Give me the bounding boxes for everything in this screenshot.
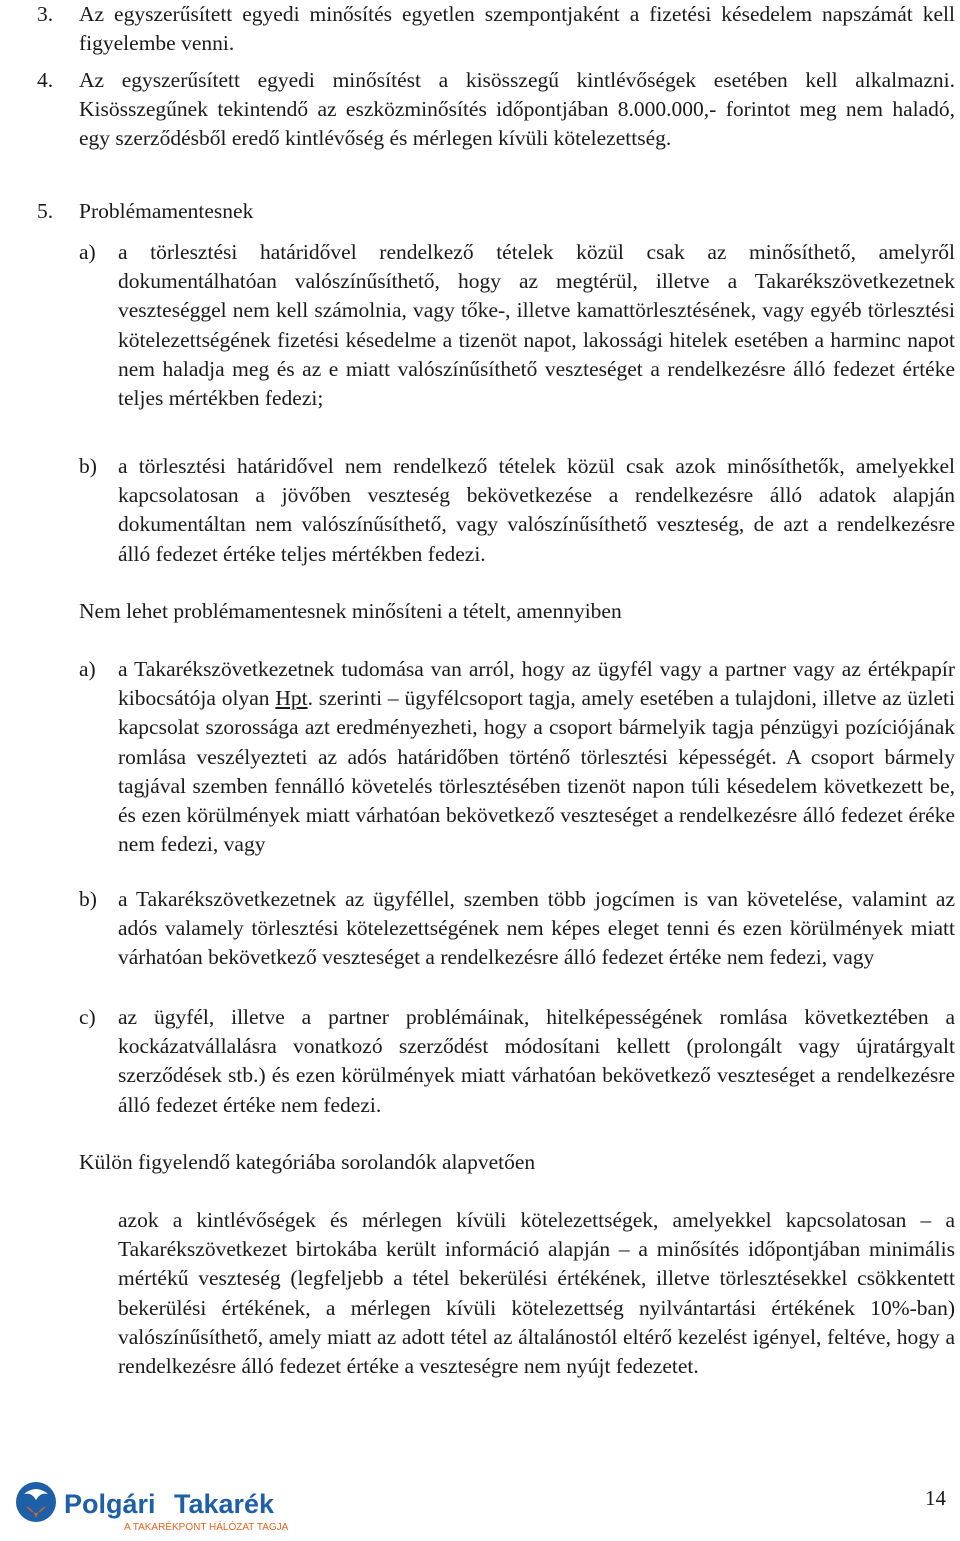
list-label: c): [79, 1005, 96, 1029]
hpt-link[interactable]: Hpt: [275, 686, 308, 711]
page-number: 14: [925, 1486, 946, 1510]
list-label: b): [79, 454, 97, 478]
watch-text: azok a kintlévőségek és mérlegen kívüli kötelezettségek, amelyekkel kapcsolatosan – a Takarékszövetkezet birtokába került információ alapján – a minősítés időpontjában minimális mértékű veszteség (legfeljebb a tétel bekerülési értékének, illetve törlesztésekkel csökkentett bekerülési értékének, a mérlegen kívüli kötelezettség nyilvántartási értékének 10%-ban) valószínűsíthető, amely miatt az adott tétel az általánostól eltérő kezelést igényel, feltéve, hogy a rendelkezésre álló fedezet értéke a veszteségre nem nyújt fedezetet.: [118, 1208, 955, 1379]
list-label: a): [79, 657, 96, 681]
item-number: 4.: [37, 68, 54, 92]
logo-tagline: A TAKARÉKPONT HÁLÓZAT TAGJA: [124, 1522, 289, 1533]
logo-name-part1: Polgári: [64, 1489, 156, 1519]
text-segment: . szerinti – ügyfélcsoport tagja, amely esetében a tulajdoni, illetve az üzleti kapcsolat szorossága azt eredményezheti, hogy a csoport bármelyik tagja pénzügyi pozíciójának romlása veszélyezteti az adós határidőben történő törlesztési képességét. A csoport bármely tagjával szemben fennálló követelés törlesztésében tizenöt napon túli késedelem következett be, és ezen körülmények miatt várhatóan bekövetkező veszteséget a rendelkezésre álló fedezet éréke nem fedezi, vagy: [118, 686, 955, 857]
item-4-text: Az egyszerűsített egyedi minősítést a kisösszegű kintlévőségek esetében kell alkalmazni. Kisösszegűnek tekintendő az eszközminősítés időpontjában 8.000.000,- forintot meg nem haladó, egy szerződésből eredő kintlévőség és mérlegen kívüli kötelezettség.: [79, 68, 955, 151]
problem-free-a-text: a törlesztési határidővel rendelkező tételek közül csak az minősíthető, amelyről dokumentálhatóan valószínűsíthető, hogy az megtérül, illetve a Takarékszövetkezetnek veszteséggel nem kell számolnia, vagy tőke-, illetve kamattörlesztésének, vagy egyéb törlesztési kötelezettségének fizetési késedelme a tizenöt napot, lakossági hitelek esetében a harminc napot nem haladja meg és az e miatt valószínűsíthető veszteséget a rendelkezésre álló fedezet értéke teljes mértékben fedezi;: [118, 240, 955, 411]
not-problem-free-b-text: a Takarékszövetkezetnek az ügyféllel, szemben több jogcímen is van követelése, valamint az adós valamely törlesztési kötelezettségének nem képes eleget tenni és ezen körülmények miatt várhatóan bekövetkező veszteséget a rendelkezésre álló fedezet értéke nem fedezi, vagy: [118, 887, 955, 970]
item-5-heading: Problémamentesnek: [79, 199, 254, 223]
logo-mark-icon: [12, 1480, 292, 1536]
not-problem-free-a-text: [118, 655, 955, 859]
list-label: b): [79, 887, 97, 911]
watch-heading: Külön figyelendő kategóriába sorolandók alapvetően: [79, 1150, 536, 1174]
item-number: 3.: [37, 2, 54, 26]
text-segment: a Takarékszövetkezetnek tudomása van arról, hogy az ügyfél vagy a partner vagy az értékpapír kibocsátója olyan: [118, 657, 955, 711]
polgari-takarek-logo: [12, 1480, 292, 1536]
not-problem-free-c-text: az ügyfél, illetve a partner problémáinak, hitelképességének romlása következtében a kockázatvállalásra vonatkozó szerződést módosítani kellett (prolongált vagy újratárgyalt szerződések stb.) és ezen körülmények miatt várhatóan bekövetkező veszteséget a rendelkezésre álló fedezet értéke nem fedezi.: [118, 1005, 955, 1117]
problem-free-b-text: a törlesztési határidővel nem rendelkező tételek közül csak azok minősíthetők, amelyekkel kapcsolatosan a jövőben veszteség bekövetkezése a rendelkezésre álló adatok alapján dokumentáltan nem valószínűsíthető, vagy valószínűsíthető veszteség, de azt a rendelkezésre álló fedezet értéke teljes mértékben fedezi.: [118, 454, 955, 566]
list-label: a): [79, 240, 96, 264]
item-3-text: Az egyszerűsített egyedi minősítés egyetlen szempontjaként a fizetési késedelem napszámát kell figyelembe venni.: [79, 2, 955, 56]
not-problem-free-intro: Nem lehet problémamentesnek minősíteni a tételt, amennyiben: [79, 599, 622, 623]
item-number: 5.: [37, 199, 54, 223]
logo-name-part2: Takarék: [174, 1489, 275, 1519]
